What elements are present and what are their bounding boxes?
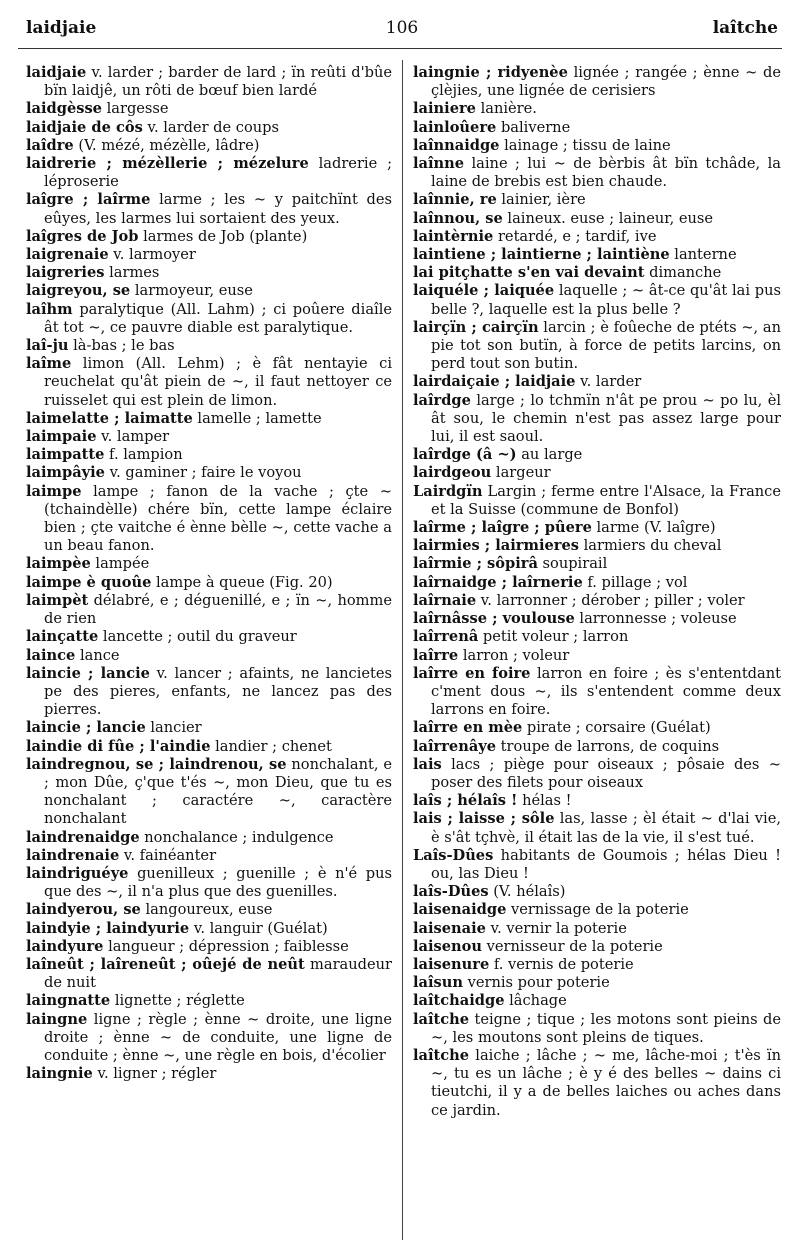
entry-headword: laîrrenâ (413, 628, 479, 646)
entry-headword: lainloûere (413, 118, 497, 136)
entry-gloss: lignette ; réglette (110, 992, 245, 1010)
entry-gloss: larronnesse ; voleuse (574, 610, 737, 628)
entry-gloss: paralytique (All. Lahm) ; ci poûere diaîle ât tot ~, ce pauvre diable est paralytique. (44, 300, 392, 336)
entry-gloss: f. lampion (104, 446, 183, 464)
entry-headword: laindrenaie (26, 846, 120, 864)
entry-gloss: larme (V. laîgre) (591, 519, 716, 537)
dictionary-entry (413, 537, 781, 555)
dictionary-entry (26, 829, 392, 847)
column-divider (402, 60, 403, 1240)
entry-headword: Laîs-Dûes (413, 846, 494, 864)
entry-headword: laîtche (413, 1010, 470, 1028)
entry-headword: laîdre (26, 136, 74, 154)
entry-gloss: laineux. euse ; laineur, euse (502, 209, 714, 227)
entry-gloss: v. larmoyer (108, 246, 196, 264)
dictionary-entry (26, 301, 392, 337)
entry-headword: laintiene ; laintierne ; laintiène (413, 246, 670, 264)
dictionary-entry (413, 847, 781, 883)
entry-headword: laidjaie de côs (26, 118, 143, 136)
dictionary-entry (26, 865, 392, 901)
entry-gloss: maraudeur de nuit (44, 955, 393, 992)
entry-gloss: vernisseur de la poterie (482, 937, 663, 955)
entry-gloss: lanterne (669, 246, 737, 264)
dictionary-entry (413, 628, 781, 646)
dictionary-entry (26, 410, 392, 428)
entry-headword: laincie ; lancie (26, 664, 150, 682)
entry-gloss: larmes (104, 264, 160, 282)
header-rule (18, 48, 782, 49)
entry-gloss: v. larder de coups (142, 118, 279, 136)
entry-gloss: retardé, e ; tardif, ive (493, 227, 657, 245)
entry-headword: laimpâyie (26, 464, 105, 482)
entry-gloss: troupe de larrons, de coquins (496, 737, 720, 755)
entry-headword: laîsun (413, 974, 463, 992)
dictionary-entry (26, 264, 392, 282)
entry-gloss: ligne ; règle ; ènne ~ droite, une ligne droite ; ènne ~ de conduite, une ligne de conduite ; ènne ~, une règle en bois, d'écolier (44, 1010, 392, 1064)
dictionary-entry (413, 246, 781, 264)
dictionary-entry (26, 282, 392, 300)
dictionary-entry (413, 956, 781, 974)
entry-gloss: las, lasse ; èl était ~ d'lai vie, è s'ât tçhvè, il était las de la vie, il s'est tué. (431, 810, 781, 846)
entry-headword: laimpèt (26, 591, 89, 609)
entry-headword: laimpèe (26, 555, 91, 573)
entry-headword: laî-ju (26, 337, 69, 355)
dictionary-entry (26, 64, 392, 100)
entry-gloss: limon (All. Lehm) ; è fât nentayie ci reuchelat qu'ât piein de ~, il faut nettoyer ce ruisselet qui est plein de limon. (44, 355, 392, 409)
entry-headword: laimpe (26, 482, 82, 500)
entry-headword: lainçatte (26, 628, 99, 646)
entry-gloss: vernis pour poterie (462, 974, 610, 992)
entry-headword: laindie di fûe ; l'aindie (26, 737, 211, 755)
entry-headword: laînnaidge (413, 136, 500, 154)
dictionary-entry (26, 756, 392, 829)
dictionary-entry (26, 155, 392, 191)
right-guide-word: laîtche (712, 18, 778, 38)
entry-gloss: larron en foire ; ès s'ententdant c'ment dous ~, ils s'entendent comme deux larrons en foire. (431, 664, 781, 719)
entry-headword: laînnie, re (413, 191, 497, 209)
entry-gloss: lampe ; fanon de la vache ; çte ~ (tchaindèlle) chére bïn, cette lampe éclaire bien ; çte vaitche é ènne bèlle ~, cette vache a un beau fanon. (44, 482, 392, 555)
entry-gloss: v. fainéanter (119, 846, 217, 864)
dictionary-entry (413, 938, 781, 956)
entry-gloss: v. vernir la poterie (485, 919, 627, 937)
entry-headword: laîrnâsse ; voulouse (413, 610, 575, 628)
entry-gloss: habitants de Goumois ; hélas Dieu ! ou, las Dieu ! (431, 846, 781, 882)
entry-headword: laimelatte ; laimatte (26, 409, 193, 427)
dictionary-entry (413, 920, 781, 938)
dictionary-entry (413, 974, 781, 992)
dictionary-entry (413, 1011, 781, 1047)
entry-gloss: larron ; voleur (458, 646, 570, 664)
entry-gloss: larmes de Job (plante) (138, 227, 308, 245)
dictionary-entry (413, 392, 781, 447)
entry-headword: laigreries (26, 264, 105, 282)
entry-headword: laimpatte (26, 446, 105, 464)
entry-headword: laîrnaie (413, 591, 477, 609)
entry-gloss: (V. mézé, mézèlle, lâdre) (73, 136, 260, 154)
entry-gloss: v. ligner ; régler (92, 1065, 217, 1083)
entry-gloss: large ; lo tchmïn n'ât pe prou ~ po lu, èl ât sou, le chemin n'est pas assez large pour lui, il est saoul. (431, 391, 781, 446)
entry-gloss: petit voleur ; larron (478, 628, 629, 646)
entry-gloss: f. pillage ; vol (582, 573, 688, 591)
entry-headword: laingnie (26, 1065, 93, 1083)
entry-headword: laisenaie (413, 919, 486, 937)
entry-gloss: larmiers du cheval (578, 537, 722, 555)
dictionary-entry (413, 574, 781, 592)
dictionary-entry (413, 555, 781, 573)
right-column (413, 64, 781, 1120)
entry-headword: lairmies ; lairmieres (413, 537, 579, 555)
dictionary-entry (413, 1047, 781, 1120)
entry-gloss: ladrerie ; léproserie (44, 155, 392, 191)
dictionary-entry (413, 719, 781, 737)
dictionary-entry (413, 738, 781, 756)
entry-gloss: pirate ; corsaire (Guélat) (522, 719, 711, 737)
entry-gloss: là-bas ; le bas (68, 337, 175, 355)
entry-headword: laîrdge (413, 391, 471, 409)
entry-headword: laidrerie ; mézèllerie ; mézelure (26, 155, 309, 173)
entry-gloss: lancier (145, 719, 202, 737)
dictionary-entry (26, 246, 392, 264)
dictionary-entry (413, 319, 781, 374)
entry-headword: laîtche (413, 1046, 470, 1064)
entry-gloss: lampée (90, 555, 150, 573)
dictionary-entry (26, 956, 392, 992)
entry-gloss: délabré, e ; déguenillé, e ; ïn ~, homme de rien (44, 591, 392, 628)
dictionary-entry (413, 282, 781, 318)
dictionary-entry (413, 792, 781, 810)
entry-headword: laisenaidge (413, 901, 507, 919)
entry-gloss: v. lamper (96, 428, 170, 446)
entry-headword: laîneût ; laîreneût ; oûejé de neût (26, 955, 305, 973)
entry-gloss: (V. hélaîs) (488, 883, 566, 901)
dictionary-entry (413, 464, 781, 482)
entry-headword: Lairdgïn (413, 482, 483, 500)
entry-gloss: vernissage de la poterie (506, 901, 689, 919)
entry-headword: laîrdge (â ~) (413, 446, 517, 464)
dictionary-entry (413, 519, 781, 537)
dictionary-entry (26, 738, 392, 756)
entry-headword: laigreyou, se (26, 282, 131, 300)
entry-gloss: laiche ; lâche ; ~ me, lâche-moi ; t'ès ïn ~, tu es un lâche ; è y é des belles ~ dains ci tieutchi, il y a de belles laiches ou aches dans ce jardin. (431, 1046, 781, 1119)
dictionary-entry (413, 228, 781, 246)
dictionary-entry (26, 137, 392, 155)
entry-headword: laidjaie (26, 64, 87, 81)
dictionary-entry (26, 574, 392, 592)
dictionary-entry (413, 610, 781, 628)
entry-headword: laince (26, 646, 76, 664)
entry-gloss: lignée ; rangée ; ènne ~ de çlèjies, une lignée de cerisiers (431, 64, 781, 100)
dictionary-entry (26, 847, 392, 865)
entry-headword: laîme (26, 355, 72, 373)
entry-headword: laîgres de Job (26, 227, 139, 245)
dictionary-entry (26, 592, 392, 628)
entry-headword: laingne (26, 1010, 88, 1028)
entry-gloss: lampe à queue (Fig. 20) (151, 573, 333, 591)
entry-headword: laîs ; hélaîs ! (413, 792, 518, 810)
entry-headword: laîs-Dûes (413, 883, 489, 901)
entry-gloss: largeur (491, 464, 551, 482)
entry-headword: laindriguéye (26, 864, 129, 882)
entry-gloss: f. vernis de poterie (489, 955, 634, 973)
entry-gloss: lainage ; tissu de laine (499, 136, 671, 154)
entry-gloss: nonchalant, e ; mon Dûe, ç'que t'és ~, mon Dieu, que tu es nonchalant ; caractére ~, caractère nonchalant (44, 755, 393, 828)
entry-gloss: soupirail (537, 555, 608, 573)
dictionary-entry (26, 628, 392, 646)
entry-headword: laindyerou, se (26, 901, 141, 919)
entry-headword: laiquéle ; laiquée (413, 282, 555, 300)
entry-headword: laîgre ; laîrme (26, 191, 151, 209)
entry-gloss: largesse (101, 100, 169, 118)
dictionary-entry (26, 464, 392, 482)
dictionary-entry (413, 64, 781, 100)
dictionary-entry (413, 810, 781, 846)
entry-gloss: baliverne (496, 118, 571, 136)
entry-gloss: hélas ! (517, 792, 572, 810)
entry-headword: laîtchaidge (413, 992, 505, 1010)
entry-headword: lairdgeou (413, 464, 492, 482)
dictionary-entry (413, 373, 781, 391)
entry-gloss: lance (75, 646, 120, 664)
entry-gloss: v. languir (Guélat) (189, 919, 328, 937)
dictionary-entry (413, 647, 781, 665)
dictionary-entry (413, 901, 781, 919)
left-guide-word: laidjaie (26, 18, 97, 38)
entry-gloss: lanière. (475, 100, 537, 118)
entry-headword: lainiere (413, 100, 476, 118)
dictionary-entry (26, 647, 392, 665)
dictionary-entry (26, 992, 392, 1010)
entry-headword: laingnie ; ridyenèe (413, 64, 568, 81)
dictionary-entry (26, 1011, 392, 1066)
left-column (26, 64, 392, 1083)
entry-gloss: lâchage (504, 992, 567, 1010)
entry-headword: laînnou, se (413, 209, 503, 227)
entry-headword: lais (413, 755, 442, 773)
dictionary-entry (413, 119, 781, 137)
dictionary-entry (26, 355, 392, 410)
entry-headword: laîrre en foire (413, 664, 531, 682)
dictionary-entry (26, 483, 392, 556)
entry-headword: laimpaie (26, 428, 97, 446)
entry-headword: laîrrenâye (413, 737, 497, 755)
entry-headword: lais ; laisse ; sôle (413, 810, 555, 828)
dictionary-entry (26, 901, 392, 919)
entry-headword: laindyie ; laindyurie (26, 919, 190, 937)
entry-gloss: larme ; les ~ y paitchïnt des eûyes, les larmes lui sortaient des yeux. (44, 191, 392, 227)
entry-headword: laîrre en mèe (413, 719, 523, 737)
entry-headword: laintèrnie (413, 227, 494, 245)
dictionary-entry (413, 137, 781, 155)
dictionary-entry (413, 592, 781, 610)
dictionary-entry (26, 191, 392, 227)
entry-headword: laindrenaidge (26, 828, 140, 846)
entry-gloss: v. lancer ; afaints, ne lancietes pe des pieres, enfants, ne lancez pas des pierres. (44, 664, 393, 719)
dictionary-entry (413, 883, 781, 901)
dictionary-entry (413, 264, 781, 282)
entry-gloss: lainier, ière (496, 191, 586, 209)
entry-headword: laigrenaie (26, 246, 109, 264)
page-header (26, 14, 778, 44)
entry-gloss: dimanche (644, 264, 722, 282)
dictionary-entry (413, 992, 781, 1010)
page-number: 106 (385, 18, 419, 38)
entry-headword: laîrre (413, 646, 459, 664)
entry-gloss: laquelle ; ~ ât-ce qu'ât lai pus belle ?, laquelle est la plus belle ? (431, 282, 781, 318)
entry-headword: laingnatte (26, 992, 111, 1010)
entry-headword: lairdaiçaie ; laidjaie (413, 373, 576, 391)
entry-gloss: larmoyeur, euse (130, 282, 253, 300)
entry-headword: laînne (413, 155, 465, 173)
entry-gloss: teigne ; tique ; les motons sont pieins de ~, les moutons sont pleins de tiques. (431, 1010, 781, 1046)
entry-gloss: lacs ; piège pour oiseaux ; pôsaie des ~ poser des filets pour oiseaux (431, 755, 781, 791)
dictionary-entry (26, 119, 392, 137)
dictionary-entry (26, 938, 392, 956)
entry-gloss: v. gaminer ; faire le voyou (104, 464, 302, 482)
entry-headword: laincie ; lancie (26, 719, 146, 737)
dictionary-entry (413, 100, 781, 118)
entry-headword: lairçïn ; cairçïn (413, 318, 539, 336)
entry-gloss: v. larder (575, 373, 642, 391)
entry-headword: laidgèsse (26, 100, 102, 118)
dictionary-entry (26, 337, 392, 355)
entry-headword: laîrmie ; sôpirâ (413, 555, 538, 573)
entry-gloss: larcin ; è foûeche de ptéts ~, an pie tot son butïn, à force de petits larcins, on perd tout son butin. (431, 318, 782, 373)
dictionary-entry (26, 665, 392, 720)
entry-gloss: lamelle ; lamette (192, 409, 322, 427)
dictionary-entry (413, 446, 781, 464)
dictionary-entry (26, 555, 392, 573)
entry-headword: lai pitçhatte s'en vai devaint (413, 264, 645, 282)
dictionary-entry (413, 756, 781, 792)
entry-gloss: lancette ; outil du graveur (98, 628, 297, 646)
dictionary-entry (26, 428, 392, 446)
entry-gloss: langueur ; dépression ; faiblesse (103, 937, 349, 955)
dictionary-entry (413, 483, 781, 519)
entry-gloss: v. larder ; barder de lard ; ïn reûti d'bûe bïn laidjê, un rôti de bœuf bien lardé (44, 64, 392, 100)
entry-headword: laisenure (413, 955, 490, 973)
entry-gloss: Largin ; ferme entre l'Alsace, la France et la Suisse (commune de Bonfol) (431, 482, 781, 518)
dictionary-entry (26, 1065, 392, 1083)
entry-gloss: v. larronner ; dérober ; piller ; voler (476, 591, 745, 609)
entry-headword: laindyure (26, 937, 104, 955)
entry-headword: laindregnou, se ; laindrenou, se (26, 755, 287, 773)
entry-gloss: laine ; lui ~ de bèrbis ât bïn tchâde, la laine de brebis est bien chaude. (431, 155, 781, 191)
dictionary-entry (26, 719, 392, 737)
entry-headword: laîrme ; laîgre ; pûere (413, 519, 592, 537)
dictionary-entry (413, 665, 781, 720)
entry-headword: laimpe è quoûe (26, 573, 152, 591)
dictionary-entry (26, 446, 392, 464)
entry-gloss: nonchalance ; indulgence (139, 828, 334, 846)
entry-headword: laîhm (26, 300, 73, 318)
entry-gloss: langoureux, euse (140, 901, 273, 919)
dictionary-entry (26, 920, 392, 938)
entry-gloss: au large (516, 446, 583, 464)
dictionary-entry (413, 155, 781, 191)
dictionary-entry (26, 228, 392, 246)
entry-headword: laîrnaidge ; laîrnerie (413, 573, 583, 591)
entry-gloss: guenilleux ; guenille ; è n'é pus que des ~, il n'a plus que des guenilles. (44, 864, 392, 901)
entry-headword: laisenou (413, 937, 482, 955)
dictionary-entry (413, 191, 781, 209)
dictionary-entry (413, 210, 781, 228)
entry-gloss: landier ; chenet (210, 737, 332, 755)
dictionary-entry (26, 100, 392, 118)
